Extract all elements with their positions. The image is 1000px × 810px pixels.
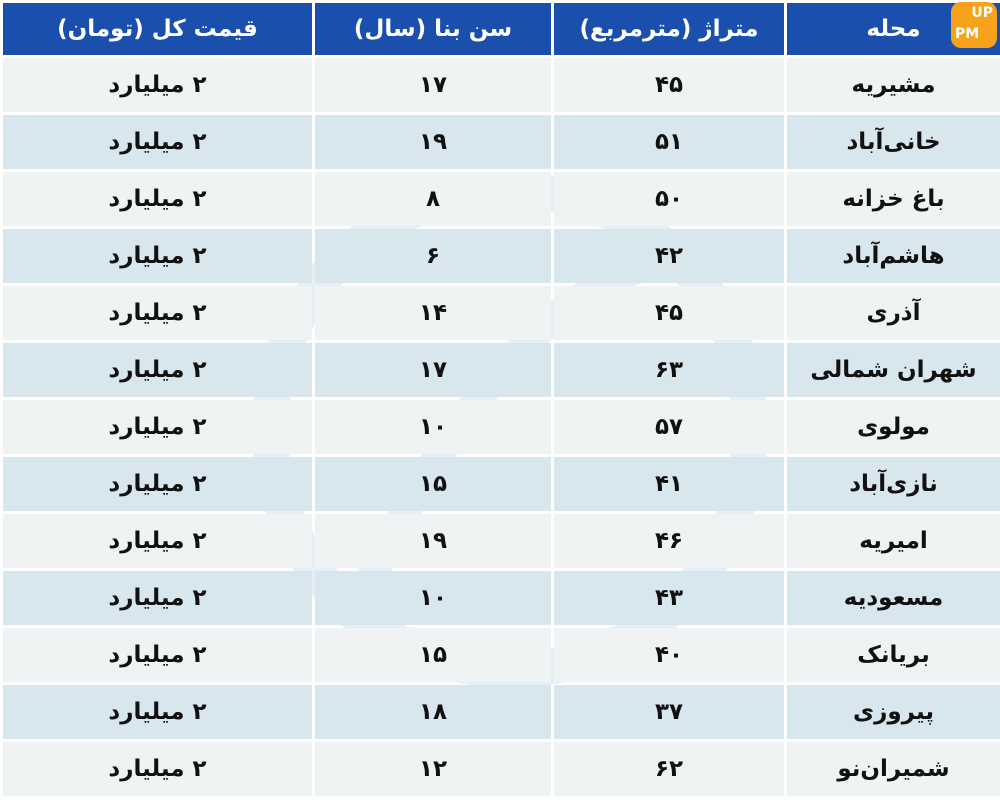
- table-row: [3, 229, 1000, 283]
- table-row: [3, 343, 1000, 397]
- cell-neighborhood: شمیران‌نو: [787, 742, 1000, 796]
- cell-neighborhood: باغ خزانه: [787, 172, 1000, 226]
- table-row: [3, 58, 1000, 112]
- cell-area: ۳۷: [554, 685, 784, 739]
- cell-neighborhood: پیروزی: [787, 685, 1000, 739]
- cell-price: ۲ میلیارد: [3, 115, 312, 169]
- header-age: سن بنا (سال): [315, 3, 551, 55]
- cell-price: ۲ میلیارد: [3, 742, 312, 796]
- table-row: [3, 115, 1000, 169]
- cell-neighborhood: هاشم‌آباد: [787, 229, 1000, 283]
- cell-area: ۶۳: [554, 343, 784, 397]
- cell-neighborhood: مولوی: [787, 400, 1000, 454]
- cell-price: ۲ میلیارد: [3, 571, 312, 625]
- table-body: [3, 58, 1000, 796]
- cell-neighborhood: مسعودیه: [787, 571, 1000, 625]
- table-row: [3, 514, 1000, 568]
- cell-age: ۱۲: [315, 742, 551, 796]
- logo-text-pm: PM: [955, 26, 980, 42]
- cell-price: ۲ میلیارد: [3, 343, 312, 397]
- cell-area: ۴۲: [554, 229, 784, 283]
- cell-price: ۲ میلیارد: [3, 400, 312, 454]
- logo: [951, 2, 997, 48]
- cell-age: ۱۸: [315, 685, 551, 739]
- cell-age: ۱۴: [315, 286, 551, 340]
- cell-area: ۴۰: [554, 628, 784, 682]
- header-price: قیمت کل (تومان): [3, 3, 312, 55]
- cell-price: ۲ میلیارد: [3, 172, 312, 226]
- cell-neighborhood: آذری: [787, 286, 1000, 340]
- cell-area: ۴۶: [554, 514, 784, 568]
- cell-age: ۶: [315, 229, 551, 283]
- cell-neighborhood: نازی‌آباد: [787, 457, 1000, 511]
- cell-age: ۸: [315, 172, 551, 226]
- cell-age: ۱۷: [315, 58, 551, 112]
- table-row: [3, 457, 1000, 511]
- table-row: [3, 286, 1000, 340]
- cell-price: ۲ میلیارد: [3, 514, 312, 568]
- cell-age: ۱۵: [315, 628, 551, 682]
- cell-neighborhood: شهران شمالی: [787, 343, 1000, 397]
- cell-neighborhood: خانی‌آباد: [787, 115, 1000, 169]
- cell-age: ۱۹: [315, 115, 551, 169]
- cell-price: ۲ میلیارد: [3, 685, 312, 739]
- cell-area: ۴۵: [554, 286, 784, 340]
- cell-area: ۶۲: [554, 742, 784, 796]
- cell-area: ۴۱: [554, 457, 784, 511]
- table-row: [3, 400, 1000, 454]
- cell-neighborhood: مشیریه: [787, 58, 1000, 112]
- table-row: [3, 628, 1000, 682]
- cell-price: ۲ میلیارد: [3, 286, 312, 340]
- logo-text-up: UP: [971, 5, 993, 21]
- cell-age: ۱۷: [315, 343, 551, 397]
- cell-area: ۴۳: [554, 571, 784, 625]
- table-row: [3, 571, 1000, 625]
- cell-age: ۱۹: [315, 514, 551, 568]
- cell-neighborhood: امیریه: [787, 514, 1000, 568]
- table-row: [3, 172, 1000, 226]
- cell-area: ۵۷: [554, 400, 784, 454]
- cell-area: ۵۰: [554, 172, 784, 226]
- header-neighborhood: محله: [787, 3, 1000, 55]
- cell-neighborhood: بریانک: [787, 628, 1000, 682]
- cell-age: ۱۰: [315, 571, 551, 625]
- table-row: [3, 742, 1000, 796]
- header-row: [3, 3, 1000, 55]
- header-area: متراژ (مترمربع): [554, 3, 784, 55]
- cell-price: ۲ میلیارد: [3, 229, 312, 283]
- cell-price: ۲ میلیارد: [3, 457, 312, 511]
- cell-age: ۱۰: [315, 400, 551, 454]
- cell-area: ۴۵: [554, 58, 784, 112]
- cell-area: ۵۱: [554, 115, 784, 169]
- table-row: [3, 685, 1000, 739]
- cell-price: ۲ میلیارد: [3, 58, 312, 112]
- cell-price: ۲ میلیارد: [3, 628, 312, 682]
- cell-age: ۱۵: [315, 457, 551, 511]
